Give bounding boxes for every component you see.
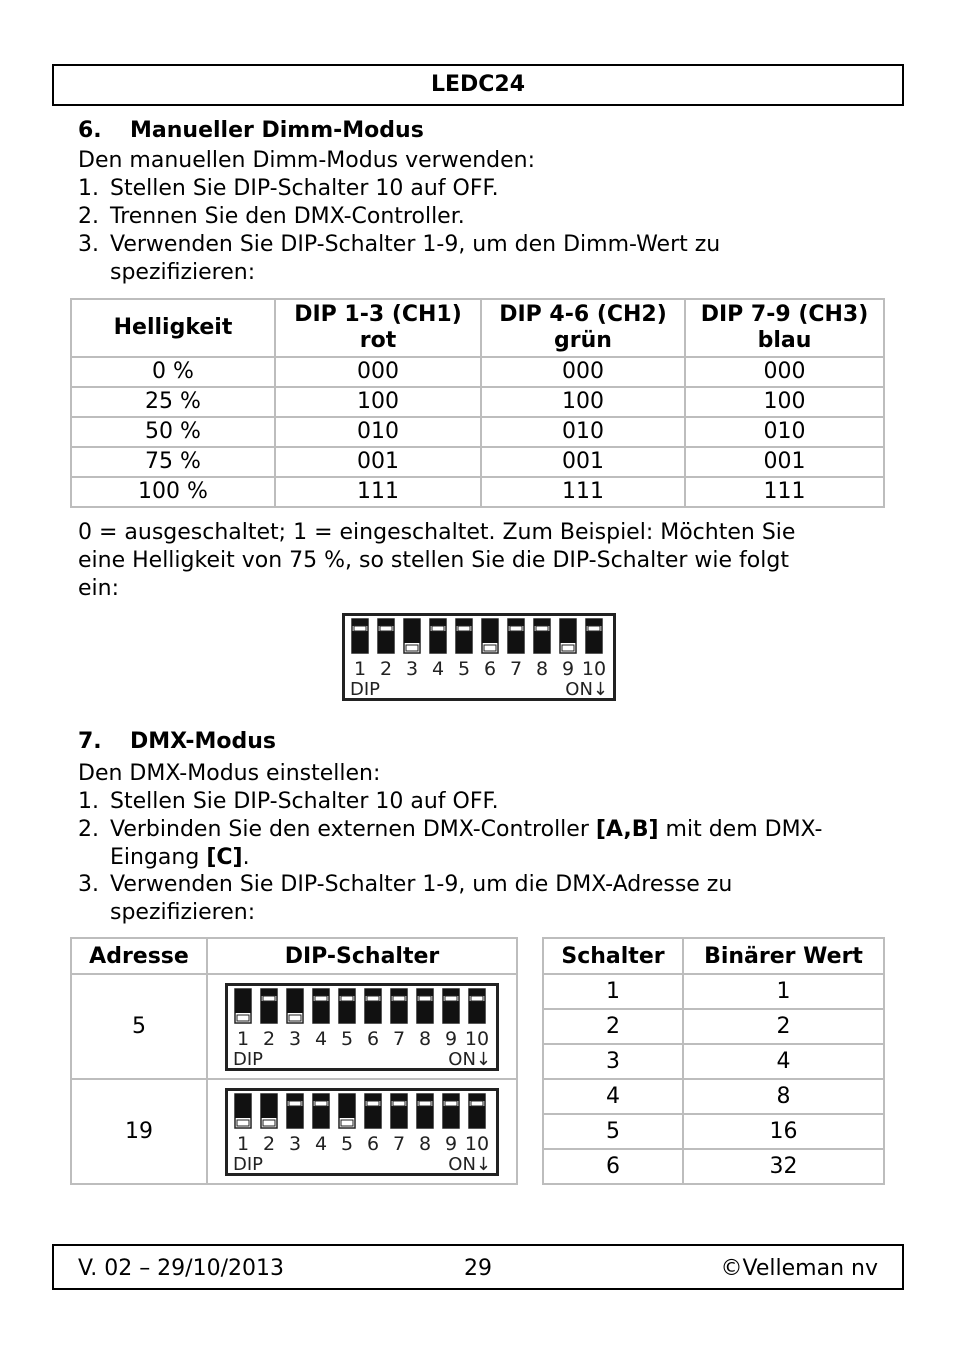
dip-switch-toggle bbox=[365, 989, 381, 1023]
dip-label: DIP bbox=[233, 1153, 264, 1175]
dip-number-label: 1 bbox=[353, 658, 367, 680]
table-row: 75 % 001 001 001 bbox=[71, 447, 884, 477]
footer-copyright: ©Velleman nv bbox=[720, 1256, 878, 1281]
dip-switch-toggle bbox=[365, 1094, 381, 1128]
table-row: 4 8 bbox=[543, 1079, 884, 1114]
dip-number-label: 8 bbox=[418, 1027, 432, 1050]
table-row: 2 2 bbox=[543, 1009, 884, 1044]
section-7-intro: Den DMX-Modus einstellen: bbox=[78, 761, 381, 786]
note-line: 0 = ausgeschaltet; 1 = eingeschaltet. Zum Beispiel: Möchten Sie bbox=[78, 520, 796, 545]
dip-number-label: 6 bbox=[483, 658, 497, 680]
section-title: DMX-Modus bbox=[130, 729, 276, 754]
dip-switch-toggle bbox=[456, 619, 472, 653]
dip-number-label: 7 bbox=[509, 658, 523, 680]
dip-switch-toggle bbox=[404, 619, 420, 653]
table-header: Binärer Wert bbox=[683, 938, 884, 974]
dip-switch-address-19 bbox=[225, 1088, 499, 1176]
dip-switch-toggle bbox=[378, 619, 394, 653]
dip-number-label: 3 bbox=[288, 1027, 302, 1050]
dip-switch-toggle bbox=[352, 619, 368, 653]
dip-number-label: 1 bbox=[236, 1132, 250, 1155]
table-header: DIP 4-6 (CH2) grün bbox=[481, 299, 685, 357]
on-label: ON↓ bbox=[448, 1048, 491, 1070]
dip-number-label: 9 bbox=[561, 658, 575, 680]
document-header bbox=[52, 64, 904, 106]
table-header: DIP 7-9 (CH3) blau bbox=[685, 299, 884, 357]
dip-switch-toggle bbox=[287, 1094, 303, 1128]
table-row: 100 % 111 111 111 bbox=[71, 477, 884, 507]
dip-switch-toggle bbox=[508, 619, 524, 653]
on-label: ON↓ bbox=[565, 679, 608, 700]
dip-number-label: 4 bbox=[314, 1132, 328, 1155]
dip-switch-toggle bbox=[287, 989, 303, 1023]
dip-number-label: 7 bbox=[392, 1132, 406, 1155]
dip-number-label: 5 bbox=[340, 1027, 354, 1050]
table-header: Helligkeit bbox=[71, 299, 275, 357]
list-item: 3. Verwenden Sie DIP-Schalter 1-9, um den Dimm-Wert zu spezifizieren: bbox=[78, 232, 721, 285]
dip-switch-toggle bbox=[391, 1094, 407, 1128]
dip-number-label: 7 bbox=[392, 1027, 406, 1050]
dip-number-label: 6 bbox=[366, 1132, 380, 1155]
dip-switch-address-5 bbox=[225, 983, 499, 1071]
dip-label: DIP bbox=[233, 1048, 264, 1070]
dip-switch-toggle bbox=[469, 1094, 485, 1128]
table-header: Schalter bbox=[543, 938, 683, 974]
note-line: ein: bbox=[78, 576, 120, 601]
dip-switch-toggle bbox=[313, 1094, 329, 1128]
dip-number-label: 1 bbox=[236, 1027, 250, 1050]
table-row: 0 % 000 000 000 bbox=[71, 357, 884, 387]
section-6-heading bbox=[78, 118, 424, 143]
document-footer bbox=[52, 1244, 904, 1290]
brightness-table bbox=[70, 298, 885, 508]
dip-switch-toggle bbox=[417, 989, 433, 1023]
table-header: DIP 1-3 (CH1) rot bbox=[275, 299, 481, 357]
dip-number-label: 9 bbox=[444, 1132, 458, 1155]
footer-version: V. 02 – 29/10/2013 bbox=[78, 1256, 284, 1281]
table-header: DIP-Schalter bbox=[207, 938, 517, 974]
section-6-intro: Den manuellen Dimm-Modus verwenden: bbox=[78, 148, 536, 173]
dip-number-label: 4 bbox=[314, 1027, 328, 1050]
dip-switch-toggle bbox=[417, 1094, 433, 1128]
dip-switch-toggle bbox=[482, 619, 498, 653]
table-row: 5 16 bbox=[543, 1114, 884, 1149]
dip-number-label: 2 bbox=[379, 658, 393, 680]
header-title: LEDC24 bbox=[430, 72, 526, 97]
dip-number-label: 2 bbox=[262, 1027, 276, 1050]
binary-value-table bbox=[542, 937, 885, 1185]
dip-number-label: 8 bbox=[418, 1132, 432, 1155]
list-item: 3. Verwenden Sie DIP-Schalter 1-9, um die DMX-Adresse zu spezifizieren: bbox=[78, 872, 733, 925]
dip-switch-toggle bbox=[469, 989, 485, 1023]
dip-switch-toggle bbox=[443, 989, 459, 1023]
dip-number-label: 3 bbox=[288, 1132, 302, 1155]
section-title: Manueller Dimm-Modus bbox=[130, 118, 424, 143]
dip-switch-toggle bbox=[391, 989, 407, 1023]
dip-switch-toggle bbox=[235, 1094, 251, 1128]
table-row: 19 1 2 3 4 5 6 7 8 9 10 DIP ON↓ bbox=[71, 1079, 517, 1184]
dip-number-label: 4 bbox=[431, 658, 445, 680]
list-item: 2. Verbinden Sie den externen DMX-Controller [A,B] mit dem DMX- Eingang [C]. bbox=[78, 817, 823, 870]
dip-number-label: 3 bbox=[405, 658, 419, 680]
section-number: 7. bbox=[78, 729, 102, 754]
dip-switch-example bbox=[342, 613, 616, 701]
list-item: 1. Stellen Sie DIP-Schalter 10 auf OFF. bbox=[78, 176, 499, 201]
dip-number-label: 10 bbox=[464, 1027, 490, 1050]
section-number: 6. bbox=[78, 118, 102, 143]
table-row: 25 % 100 100 100 bbox=[71, 387, 884, 417]
table-row: 6 32 bbox=[543, 1149, 884, 1184]
dip-switch-toggle bbox=[339, 989, 355, 1023]
dip-switch-toggle bbox=[339, 1094, 355, 1128]
list-item: 1. Stellen Sie DIP-Schalter 10 auf OFF. bbox=[78, 789, 499, 814]
dip-number-label: 10 bbox=[464, 1132, 490, 1155]
dip-number-label: 6 bbox=[366, 1027, 380, 1050]
dip-switch-toggle bbox=[261, 989, 277, 1023]
section-7-heading bbox=[78, 729, 276, 754]
table-header: Adresse bbox=[71, 938, 207, 974]
dip-switch-toggle bbox=[235, 989, 251, 1023]
table-row: 5 1 2 3 4 5 6 7 8 9 10 DIP ON↓ bbox=[71, 974, 517, 1079]
dip-switch-toggle bbox=[430, 619, 446, 653]
dip-label: DIP bbox=[350, 679, 381, 700]
dip-switch-toggle bbox=[586, 619, 602, 653]
table-row: 3 4 bbox=[543, 1044, 884, 1079]
dip-number-label: 5 bbox=[340, 1132, 354, 1155]
footer-page-number: 29 bbox=[464, 1256, 492, 1281]
address-table bbox=[70, 937, 518, 1185]
dip-switch-toggle bbox=[313, 989, 329, 1023]
dip-number-label: 9 bbox=[444, 1027, 458, 1050]
dip-number-label: 10 bbox=[581, 658, 607, 680]
dip-switch-toggle bbox=[443, 1094, 459, 1128]
table-row: 50 % 010 010 010 bbox=[71, 417, 884, 447]
dip-switch-toggle bbox=[560, 619, 576, 653]
dip-number-label: 8 bbox=[535, 658, 549, 680]
note-line: eine Helligkeit von 75 %, so stellen Sie die DIP-Schalter wie folgt bbox=[78, 548, 789, 573]
dip-number-label: 5 bbox=[457, 658, 471, 680]
dip-switch-toggle bbox=[261, 1094, 277, 1128]
dip-number-label: 2 bbox=[262, 1132, 276, 1155]
table-row: 1 1 bbox=[543, 974, 884, 1009]
on-label: ON↓ bbox=[448, 1153, 491, 1175]
dip-switch-toggle bbox=[534, 619, 550, 653]
list-item: 2. Trennen Sie den DMX-Controller. bbox=[78, 204, 465, 229]
